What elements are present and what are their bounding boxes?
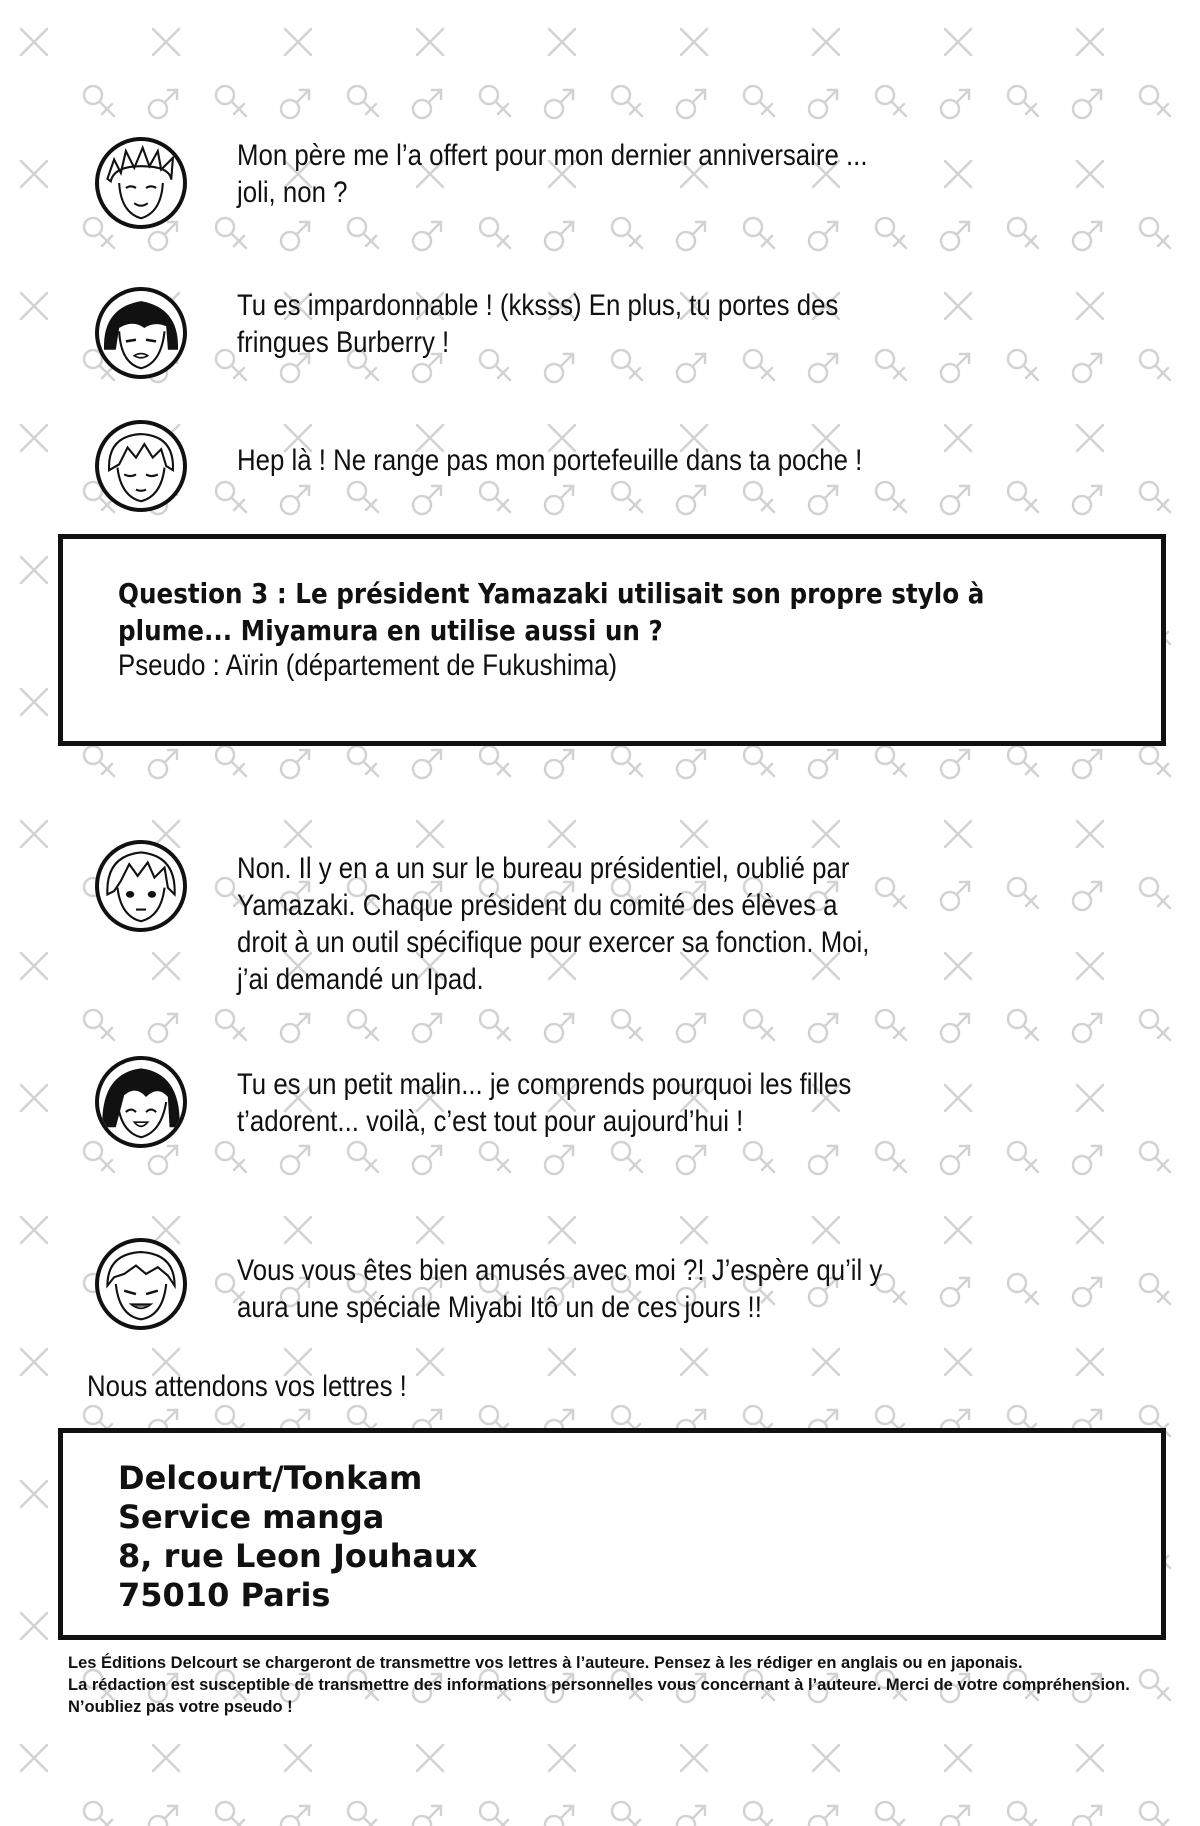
message-text: Tu es impardonnable ! (kksss) En plus, tu portes des fringues Burberry ! [237,289,839,359]
address-box [58,1428,1166,1640]
avatar-dark-hair-laughing-icon [95,1056,187,1148]
question-pseudo: Pseudo : Aïrin (département de Fukushima) [118,649,618,682]
footnote [68,1652,1168,1718]
address-lines [118,1459,477,1615]
avatar-dark-hair-icon [95,287,187,379]
question-title: Question 3 : Le président Yamazaki utilisait son propre stylo à plume... Miyamura en utilise aussi un ? [118,577,985,647]
portrait-dark-hair-icon [99,291,183,375]
avatar-spiky-hair-icon [95,137,187,229]
avatar-grinning-icon [95,1238,187,1330]
avatar-light-hair-talking-icon [95,840,187,932]
avatar-light-hair-icon [95,420,187,512]
invite-text: Nous attendons vos lettres ! [87,1370,407,1403]
address-line: 8, rue Leon Jouhaux [118,1537,478,1575]
portrait-light-hair-icon [99,424,183,508]
question-box [58,534,1166,746]
message-text: Vous vous êtes bien amusés avec moi ?! J’espère qu’il y aura une spéciale Miyabi Itô un de ces jours !! [237,1254,883,1324]
address-line: Delcourt/Tonkam [118,1459,423,1497]
address-line: 75010 Paris [118,1576,331,1614]
message-text: Hep là ! Ne range pas mon portefeuille dans ta poche ! [237,444,863,477]
message-text: Non. Il y en a un sur le bureau présidentiel, oublié par Yamazaki. Chaque président du comité des élèves a droit à un outil spécifique pour exercer sa fonction. Moi, j’ai demandé un Ipad. [237,852,870,996]
footnote-line: Les Éditions Delcourt se chargeront de transmettre vos lettres à l’auteure. Pensez à les rédiger en anglais ou en japonais. [68,1654,1023,1672]
portrait-grinning-icon [99,1242,183,1326]
address-line: Service manga [118,1498,385,1536]
footnote-line: La rédaction est susceptible de transmettre des informations personnelles vous concernant à l’auteure. Merci de votre compréhension. N’oubliez pas votre pseudo ! [68,1676,1130,1716]
portrait-dark-hair-laughing-icon [99,1060,183,1144]
portrait-light-hair-talking-icon [99,844,183,928]
message-text: Tu es un petit malin... je comprends pourquoi les filles t’adorent... voilà, c’est tout pour aujourd’hui ! [237,1068,852,1138]
message-text: Mon père me l’a offert pour mon dernier anniversaire ... joli, non ? [237,139,868,209]
portrait-spiky-hair-icon [99,141,183,225]
